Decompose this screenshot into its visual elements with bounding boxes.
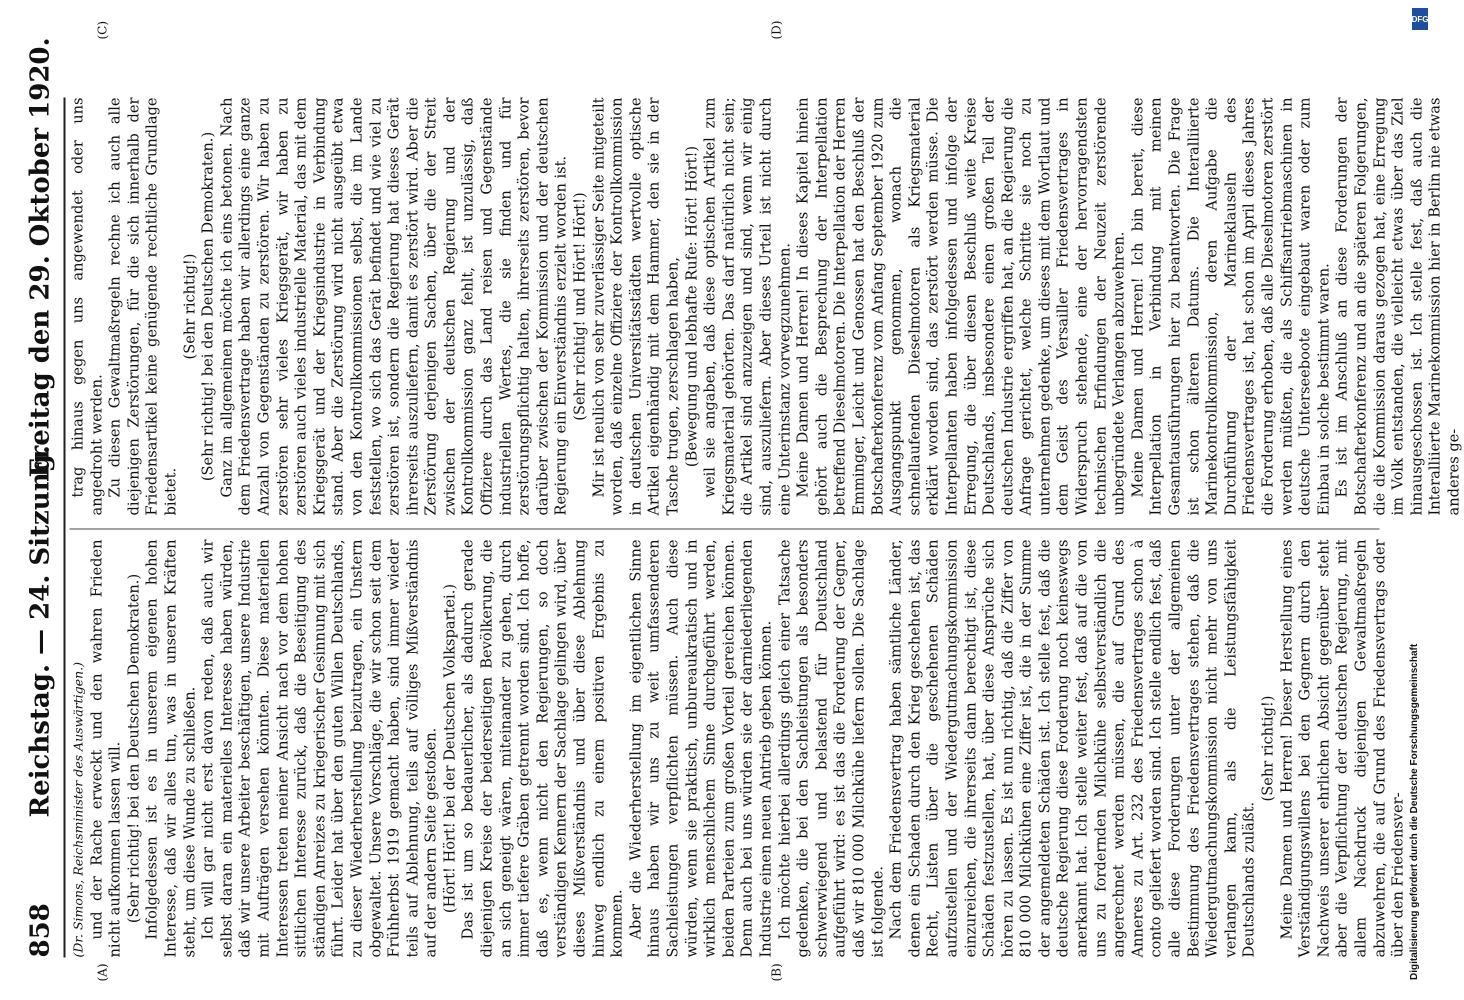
remark: (Hört! Hört! bei der Deutschen Volkspartei.) (441, 583, 459, 914)
page-header (20, 37, 66, 958)
paragraph: Aber die Wiederherstellung im eigentlichen Sinne hinaus haben wir uns zu weit umfassenderen Sachleistungen verpflichten müssen. Auch diese würden, wenn sie praktisch, unbureaukratisch und in wirklich menschlichem Sinne durchgeführt werden, beiden Parteien zum großen Vorteil gereichen können. Denn auch bei uns würden sie der darniederliegenden Industrie einen neuen Antrieb geben können. (627, 539, 775, 958)
paragraph: Zu diesen Gewaltmaßregeln rechne ich auch alle diejenigen Zerstörungen, für die sich innerhalb der Friedensartikel keine genügende rechtliche Grundlage bietet. (106, 97, 180, 516)
paragraph: Meine Damen und Herren! Ich bin bereit, diese Interpellation in Verbindung mit meinen Gesamtausführungen hier zu beantworten. Die Frage ist schon älteren Datums. Die Interalliierte Marinekontrollkommission, deren Aufgabe die Durchführung der Marineklauseln des Friedensvertrages ist, hat schon im April dieses Jahres die Forderung erhoben, daß alle Dieselmotoren zerstört werden müßten, die als Schiffsantriebmaschinen in deutsche Unterseeboote eingebaut waren oder zum Einbau in solche bestimmt waren. (1129, 97, 1333, 516)
remark: (Sehr richtig!) (1259, 695, 1277, 802)
paragraph: Ich möchte hierbei allerdings gleich einer Tatsache gedenken, die bei den Sachleistungen als besonders schwerwiegend und belastend für Deutschland aufgeführt wird: es ist das die Forderung der Gegner, daß wir 810 000 Milchkühe liefern sollen. Die Sachlage ist folgende. (776, 539, 887, 958)
paragraph: trag hinaus gegen uns angewendet oder uns angedroht werden. (69, 97, 106, 516)
speaker-note: (Dr. Simons, Reichsminister des Auswärtigen.) (70, 662, 86, 958)
text-column-right (69, 97, 1463, 516)
header-title: Reichstag. — 24. Sitzung. (25, 445, 56, 818)
paragraph: und der Rache erweckt und den wahren Frieden nicht aufkommen lassen will. (88, 539, 124, 958)
paragraph: Infolgedessen ist es in unserem eigenen hohen Interesse, daß wir alles tun, was in unseren Kräften steht, um diese Wunde zu schließen. (143, 539, 199, 958)
remark: (Sehr richtig! und Hört! Hört!) (571, 192, 589, 421)
paragraph: Nach dem Friedensvertrag haben sämtliche Länder, denen ein Schaden durch den Krieg geschehen ist, das Recht, Listen über die geschehenen Schäden aufzustellen und der Wiedergutmachungskommission einzureichen, die ihrerseits dann berechtigt ist, diese Schäden festzustellen, hat, über diese Ansprüche sich hören zu lassen. Es ist nun richtig, daß die Ziffer von 810 000 Milchkühen eine Ziffer ist, die in der Summe der angemeldeten Schäden ist. Ich stelle fest, daß die deutsche Regierung diese Forderung noch keineswegs anerkannt hat. Ich stelle weiter fest, daß auf die von uns zu fordernden Milchkühe selbstverständlich die angerechnet werden müssen, die auf Grund des Anneres zu Art. 232 des Friedensvertrages schon à conto geliefert worden sind. Ich stelle endlich fest, daß alle diese Forderungen unter der allgemeinen Bestimmung des Friedensvertrages stehen, daß die Wiedergutmachungskommission nicht mehr von uns verlangen kann, als die Leistungsfähigkeit Deutschlands zuläßt. (887, 539, 1258, 958)
paragraph: Mir ist neulich von sehr zuverlässiger Seite mitgeteilt worden, daß einzelne Offiziere der Kontrollkommission in deutschen Universitätsstädten wertvolle optische Artikel eigenhändig mit dem Hammer, den sie in der Tasche trugen, zerschlagen haben, (590, 97, 682, 516)
rotated-page (10, 13, 1463, 988)
paragraph: Meine Damen und Herren! In dieses Kapitel hinein gehört auch die Besprechung der Interpellation betreffend Dieselmotoren. Die Interpellation der Herren Emminger, Leicht und Genossen hat den Beschluß der Botschafterkonferenz vom Anfang September 1920 zum Ausgangspunkt genommen, wonach die schnellaufenden Dieselmotoren als Kriegsmaterial erklärt worden sind, das zerstört werden müsse. Die Interpellanten haben infolgedessen und infolge der Erregung, die über diesen Beschluß weite Kreise Deutschlands, insbesondere einen großen Teil der deutschen Industrie ergriffen hat, an die Regierung die Anfrage gerichtet, welche Schritte sie noch zu unternehmen gedenke, um dieses mit dem Wortlaut und dem Geist des Versailler Friedensvertrages in Widerspruch stehende, eine der hervorragendsten technischen Erfindungen der Neuzeit zerstörende unbegründete Verlangen abzuwehren. (794, 97, 1128, 516)
remark: (Sehr richtig! bei den Deutschen Demokraten.) (125, 573, 143, 924)
remark: (Bewegung und lebhafte Rufe: Hört! Hört!) (683, 145, 701, 468)
dfg-logo: DFG (1412, 8, 1428, 30)
paragraph: Das ist um so bedauerlicher, als dadurch gerade diejenigen Kreise der beiderseitigen Bevölkerung, die an sich geneigt wären, miteinander zu gehen, durch immer tiefere Gräben getrennt worden sind. Ich hoffe, daß es, wenn nicht den Regierungen, so doch verständigen Kennern der Sachlage gelingen wird, über dieses Mißverständnis und über diese Ablehnung hinweg endlich zu einem positiven Ergebnis zu kommen. (459, 539, 626, 958)
margin-mark-b: (B) (769, 963, 784, 982)
margin-mark-c: (C) (95, 20, 110, 40)
paragraph: Es ist im Anschluß an diese Forderungen der Botschafterkonferenz und an die späteren Folgerungen, die die Kommission daraus gezogen hat, eine Erregung im Volk entstanden, die vielleicht etwas über das Ziel hinausgeschossen ist. Ich stelle fest, daß auch die Interalliierte Marinekommission hier in Berlin nie etwas anderes ge- (1333, 97, 1463, 516)
side-note-text: Digitalisierung gefördert durch die Deutsche Forschungsgemeinschaft (1409, 643, 1420, 980)
paragraph: weil sie angaben, daß diese optischen Artikel zum Kriegsmaterial gehörten. Das darf natürlich nicht sein; die Artikel sind anzuzeigen und sind, wenn wir einig sind, auszuliefern. Aber dieses Urteil ist nicht durch eine Unterinstanz vorwegzunehmen. (701, 97, 794, 516)
paragraph: Ganz im allgemeinen möchte ich eins betonen. Nach dem Friedensvertrage haben wir allerdings eine ganze Anzahl von Gegenständen zu zerstören. Wir haben zu zerstören sehr vieles Kriegsgerät, wir haben zu zerstören auch vieles industrielle Material, das mit dem Kriegsgerät und der Kriegsindustrie in Verbindung stand. Aber die Zerstörung wird nicht ausgeübt etwa von den Kontrollkommissionen selbst, die im Lande feststellen, wo sich das Gerät befindet und wie viel zu zerstören ist, sondern die Regierung hat dieses Gerät ihrerseits auszuliefern, damit es zerstört wird. Aber die Zerstörung derjenigen Sachen, über die der Streit zwischen der deutschen Regierung und der Kontrollkommission ganz fehlt, ist unzulässig, daß Offiziere durch das Land reisen und Gegenstände industriellen Wertes, die sie finden und für zerstörungspflichtig halten, ihrerseits zerstören, bevor darüber zwischen der Kommission und der deutschen Regierung ein Einverständnis erzielt worden ist. (218, 97, 570, 516)
header-date: Freitag den 29. Oktober 1920. (25, 37, 56, 478)
remark: (Sehr richtig! bei den Deutschen Demokraten.) (199, 131, 217, 482)
margin-mark-a: (A) (95, 963, 110, 982)
column-divider (70, 529, 1380, 530)
page-number: 858 (25, 903, 56, 958)
paragraph: Ich will gar nicht erst davon reden, daß auch wir selbst daran ein materielles Interesse haben würden, daß wir unsere Arbeiter beschäftigen, unsere Industrie mit Aufträgen versehen könnten. Diese materiellen Interessen treten meiner Ansicht nach vor dem hohen sittlichen Interesse zurück, daß die Beseitigung des ständigen Anreizes zu kriegerischer Gesinnung mit sich führt. Leider hat über den guten Willen Deutschlands, zu dieser Wiederherstellung beizutragen, ein Unstern obgewaltet. Unsere Vorschläge, die wir schon seit dem Frühherbst 1919 gemacht haben, sind immer wieder teils auf Ablehnung, teils auf völliges Mißverständnis auf der andern Seite gestoßen. (199, 539, 440, 958)
side-note (1405, 10, 1427, 990)
text-column-left (70, 539, 1407, 958)
paragraph: Meine Damen und Herren! Dieser Herstellung eines Verständigungswillens bei den Gegnern durch den Nachweis unserer ehrlichen Absicht gegenüber steht aber die Verpflichtung der deutschen Regierung, mit allem Nachdruck diejenigen Gewaltmaßregeln abzuwehren, die auf Grund des Friedensvertrags oder über den Friedensver- (1278, 539, 1407, 958)
margin-mark-d: (D) (769, 20, 784, 40)
document-page (10, 13, 1463, 988)
remark: (Sehr richtig!) (181, 253, 199, 360)
